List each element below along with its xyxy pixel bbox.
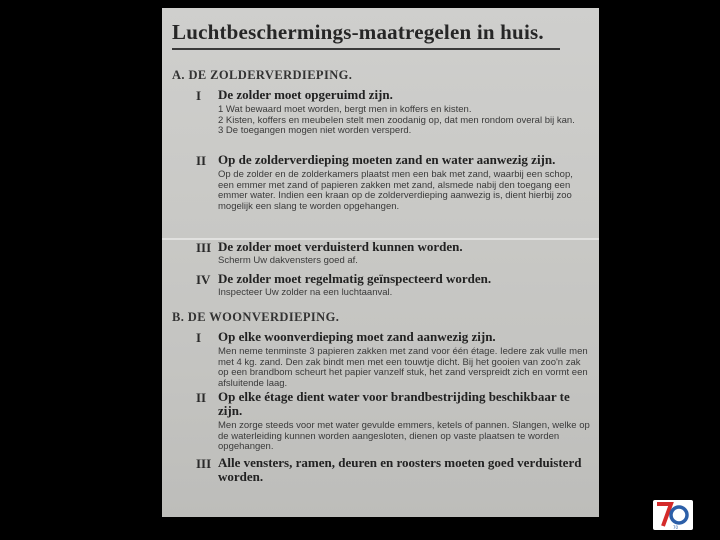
item-line: Scherm Uw dakvensters goed af.: [218, 255, 358, 266]
item-number: I: [196, 330, 202, 345]
section-b-item-1: [196, 329, 590, 389]
item-heading: De zolder moet verduisterd kunnen worden.: [218, 239, 463, 254]
item-line: Men zorge steeds voor met water gevulde emmers, ketels of pannen. Slangen, welke op de waterleiding kunnen worden aangesloten, dienen op vaste plaatsen te worden opgehangen.: [218, 420, 590, 453]
item-line: Men neme tenminste 3 papieren zakken met zand voor één étage. Iedere zak vulle men met 4 kg. zand. Den zak bindt men met een touwtje dicht. Bij het gooien van zoo'n zak op een brandbom scheurt het papier vanzelf stuk, het zand verspreidt zich en vormt een afsluitende laag.: [218, 346, 588, 389]
item-heading: Op elke étage dient water voor brandbestrijding beschikbaar te zijn.: [218, 389, 570, 418]
item-number: III: [196, 456, 212, 471]
item-number: II: [196, 390, 207, 405]
section-a-heading: A. DE ZOLDERVERDIEPING.: [172, 68, 353, 82]
logo-number: 70: [673, 525, 679, 530]
item-heading: Op de zolderverdieping moeten zand en water aanwezig zijn.: [218, 152, 556, 167]
item-heading: Op elke woonverdieping moet zand aanwezig zijn.: [218, 329, 496, 344]
item-number: I: [196, 88, 202, 103]
document-paper: [162, 8, 599, 517]
section-a-item-4: [196, 271, 590, 299]
section-a-item-2: [196, 152, 590, 212]
title-underline: [172, 48, 560, 50]
item-number: II: [196, 153, 207, 168]
anniversary-logo: [653, 500, 693, 530]
item-number: IV: [196, 272, 211, 287]
item-line: Op de zolder en de zolderkamers plaatst men een bak met zand, waarbij een schop, een emmer met zand of papieren zakken met zand, alsmede nabij den toegang een emmer water. Indien een kraan op de zolderverdieping aanwezig is, dient hierbij zoo mogelijk een slang te worden opgehangen.: [218, 169, 573, 212]
item-number: III: [196, 240, 212, 255]
item-heading: Alle vensters, ramen, deuren en roosters moeten goed verduisterd worden.: [218, 455, 582, 484]
item-line: 2 Kisten, koffers en meubelen stelt men zoodanig op, dat men rondom overal bij kan.: [218, 114, 575, 126]
document-title: Luchtbeschermings-maatregelen in huis.: [172, 20, 544, 44]
section-a-item-3: [196, 239, 590, 267]
item-line: 3 De toegangen mogen niet worden versperd.: [218, 125, 412, 137]
logo-70-icon: [653, 500, 693, 530]
item-line: Inspecteer Uw zolder na een luchtaanval.: [218, 287, 393, 298]
section-b-item-2: [196, 389, 590, 453]
item-heading: De zolder moet opgeruimd zijn.: [218, 87, 393, 102]
section-a-item-1: [196, 87, 590, 137]
item-heading: De zolder moet regelmatig geïnspecteerd worden.: [218, 271, 492, 286]
item-line: 1 Wat bewaard moet worden, bergt men in koffers en kisten.: [218, 104, 472, 115]
section-b-heading: B. DE WOONVERDIEPING.: [172, 310, 340, 324]
section-b-item-3: [196, 455, 590, 484]
